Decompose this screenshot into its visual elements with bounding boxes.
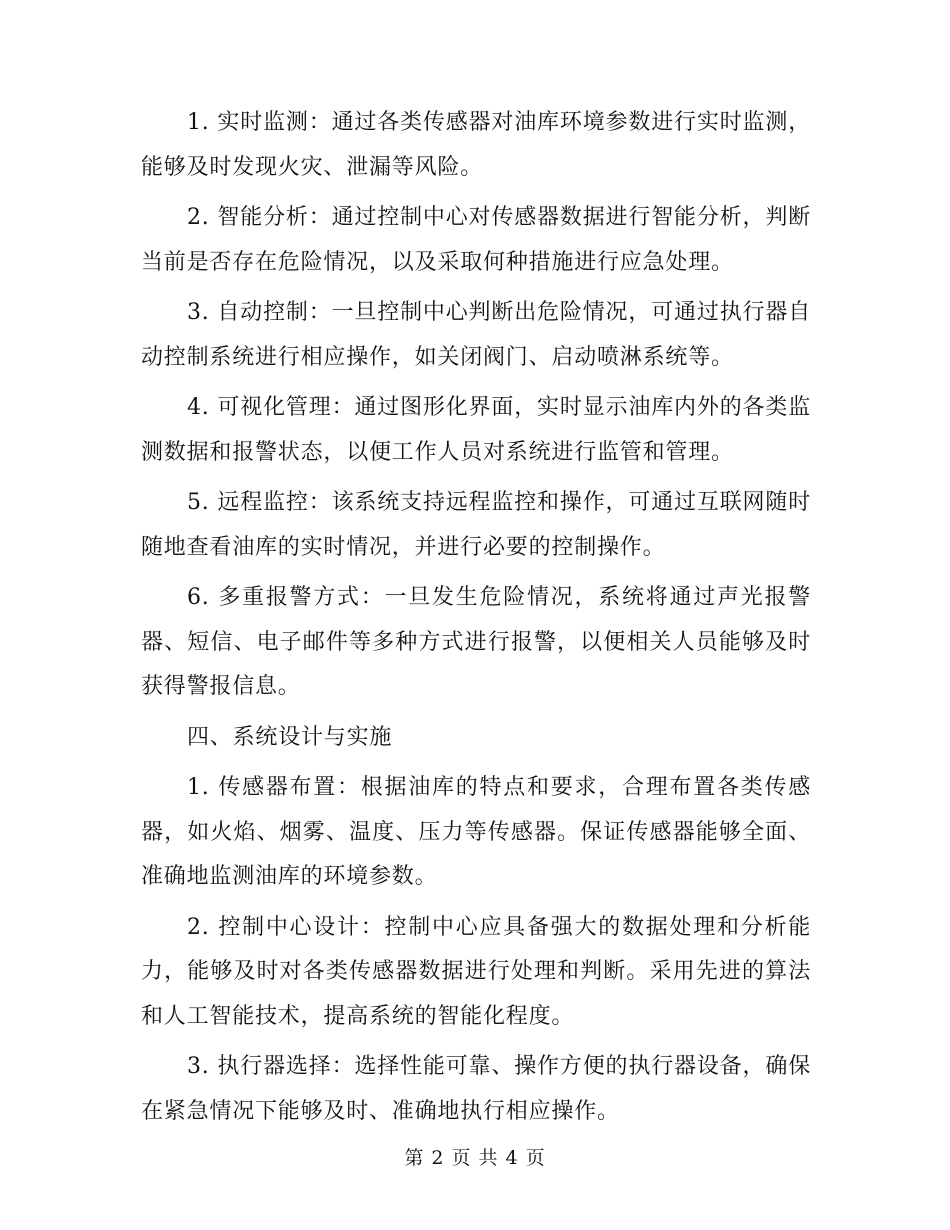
document-body — [141, 101, 811, 1140]
feature-paragraph-intelligent-analysis: 2. 智能分析：通过控制中心对传感器数据进行智能分析，判断当前是否存在危险情况，以及采取何种措施进行应急处理。 — [141, 205, 811, 275]
feature-paragraph-remote-monitoring: 5. 远程监控：该系统支持远程监控和操作，可通过互联网随时随地查看油库的实时情况，并进行必要的控制操作。 — [141, 490, 811, 560]
feature-paragraph-multiple-alarms: 6. 多重报警方式：一旦发生危险情况，系统将通过声光报警器、短信、电子邮件等多种方式进行报警，以便相关人员能够及时获得警报信息。 — [141, 585, 811, 699]
section-heading: 四、系统设计与实施 — [187, 724, 393, 750]
design-paragraph-actuator-selection: 3. 执行器选择：选择性能可靠、操作方便的执行器设备，确保在紧急情况下能够及时、准确地执行相应操作。 — [141, 1054, 811, 1124]
design-paragraph-sensor-layout: 1. 传感器布置：根据油库的特点和要求，合理布置各类传感器，如火焰、烟雾、温度、压力等传感器。保证传感器能够全面、准确地监测油库的环境参数。 — [141, 775, 811, 889]
feature-paragraph-visual-management: 4. 可视化管理：通过图形化界面，实时显示油库内外的各类监测数据和报警状态，以便工作人员对系统进行监管和管理。 — [141, 395, 811, 465]
feature-paragraph-automatic-control: 3. 自动控制：一旦控制中心判断出危险情况，可通过执行器自动控制系统进行相应操作，如关闭阀门、启动喷淋系统等。 — [141, 300, 811, 370]
feature-paragraph-realtime-monitoring: 1. 实时监测：通过各类传感器对油库环境参数进行实时监测，能够及时发现火灾、泄漏等风险。 — [141, 110, 811, 180]
design-paragraph-control-center: 2. 控制中心设计：控制中心应具备强大的数据处理和分析能力，能够及时对各类传感器数据进行处理和判断。采用先进的算法和人工智能技术，提高系统的智能化程度。 — [141, 914, 811, 1029]
page-footer: 第 2 页 共 4 页 — [404, 1147, 546, 1169]
